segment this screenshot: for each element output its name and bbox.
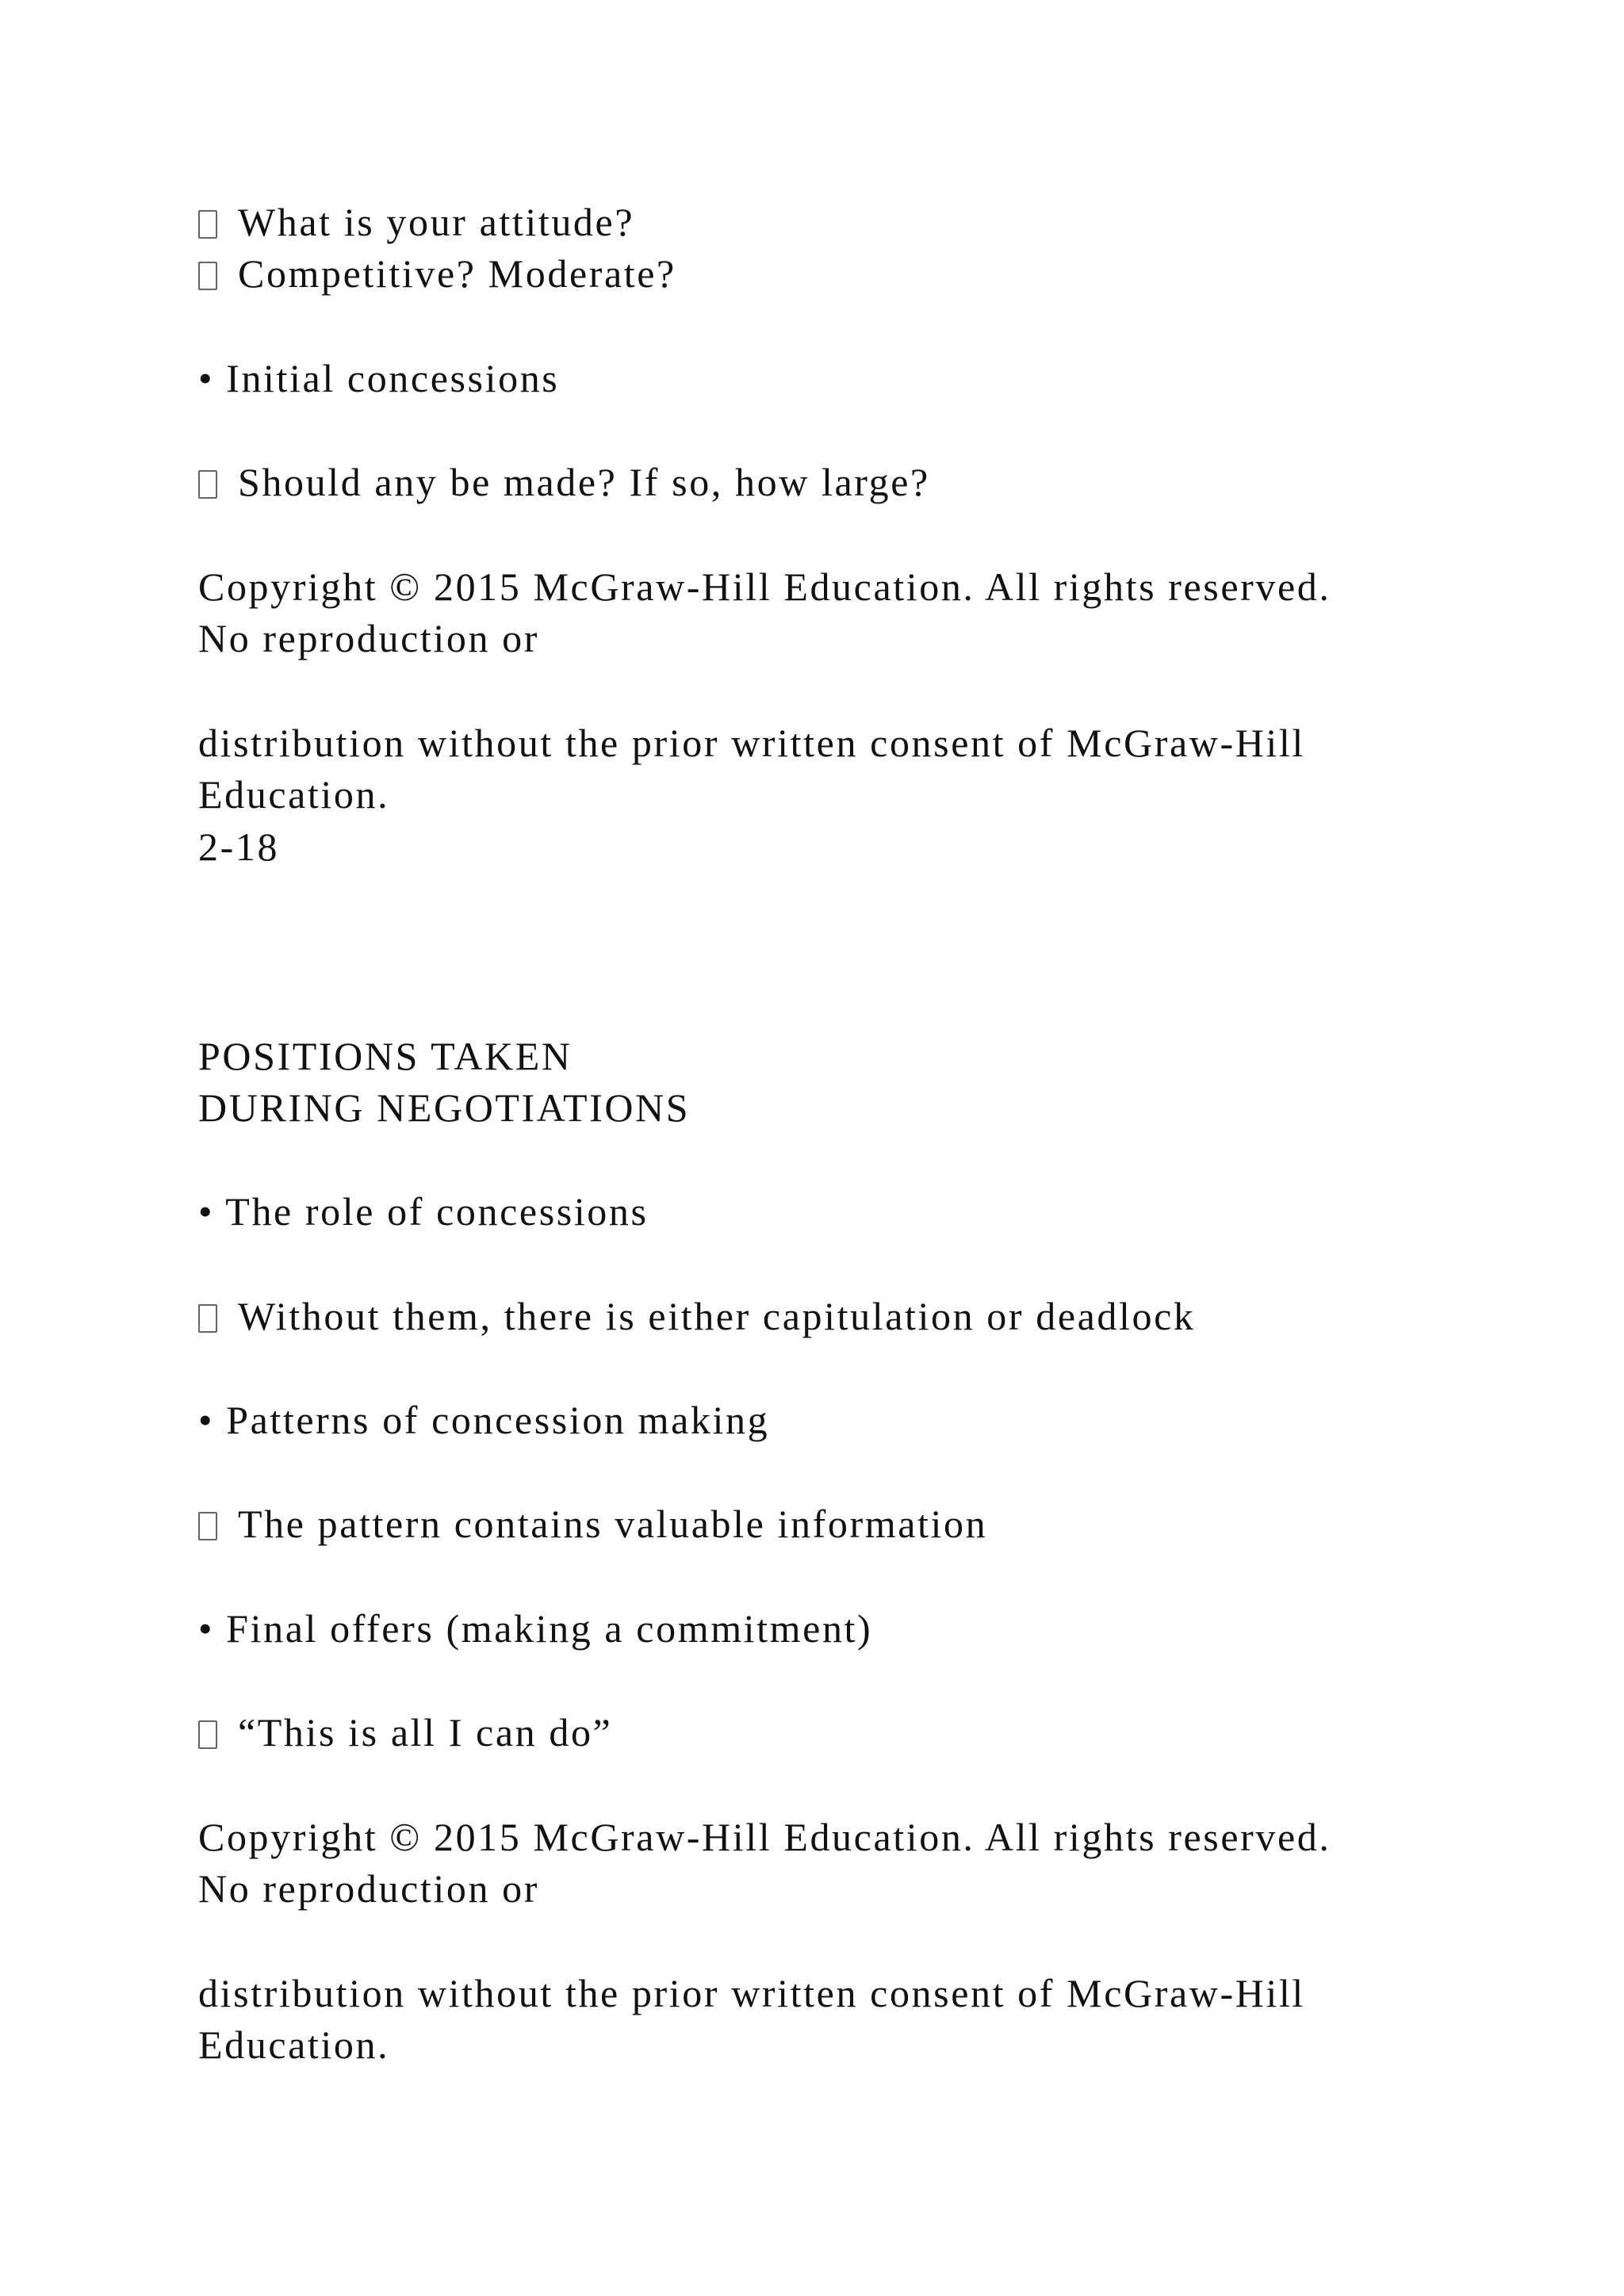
copyright-line: Education. bbox=[198, 772, 390, 817]
sub-bullet-text: Should any be made? If so, how large? bbox=[238, 460, 930, 504]
missing-glyph-icon bbox=[198, 1720, 217, 1749]
sub-bullet-line bbox=[198, 1710, 613, 1755]
sub-bullet-line bbox=[198, 1504, 987, 1544]
section-title: DURING NEGOTIATIONS bbox=[198, 1085, 691, 1130]
missing-glyph-icon bbox=[198, 470, 217, 499]
sub-bullet-line bbox=[198, 462, 930, 502]
missing-glyph-icon bbox=[198, 210, 217, 239]
copyright-line: No reproduction or bbox=[198, 616, 540, 660]
sub-bullet-line bbox=[198, 202, 634, 242]
sub-bullet-text: “This is all I can do” bbox=[238, 1710, 613, 1755]
bullet-line: • The role of concessions bbox=[198, 1189, 649, 1234]
sub-bullet-text: Competitive? Moderate? bbox=[238, 251, 676, 296]
copyright-line: Education. bbox=[198, 2022, 390, 2067]
slide-number: 2-18 bbox=[198, 825, 280, 869]
section-title: POSITIONS TAKEN bbox=[198, 1034, 573, 1078]
copyright-line: distribution without the prior written consent of McGraw-Hill bbox=[198, 1971, 1305, 2015]
copyright-line: Copyright © 2015 McGraw-Hill Education. All rights reserved. bbox=[198, 1815, 1331, 1859]
sub-bullet-text: The pattern contains valuable information bbox=[238, 1502, 988, 1546]
sub-bullet-line bbox=[198, 251, 676, 296]
sub-bullet-text: Without them, there is either capitulation or deadlock bbox=[238, 1294, 1196, 1338]
missing-glyph-icon bbox=[198, 262, 217, 290]
sub-bullet-line bbox=[198, 1296, 1196, 1336]
copyright-line: distribution without the prior written consent of McGraw-Hill bbox=[198, 721, 1305, 765]
copyright-line: Copyright © 2015 McGraw-Hill Education. All rights reserved. bbox=[198, 564, 1331, 609]
sub-bullet-text: What is your attitude? bbox=[238, 200, 635, 244]
bullet-line: • Initial concessions bbox=[198, 356, 560, 400]
bullet-line: • Patterns of concession making bbox=[198, 1398, 770, 1442]
bullet-line: • Final offers (making a commitment) bbox=[198, 1606, 873, 1651]
copyright-line: No reproduction or bbox=[198, 1866, 540, 1911]
missing-glyph-icon bbox=[198, 1304, 217, 1333]
missing-glyph-icon bbox=[198, 1512, 217, 1540]
